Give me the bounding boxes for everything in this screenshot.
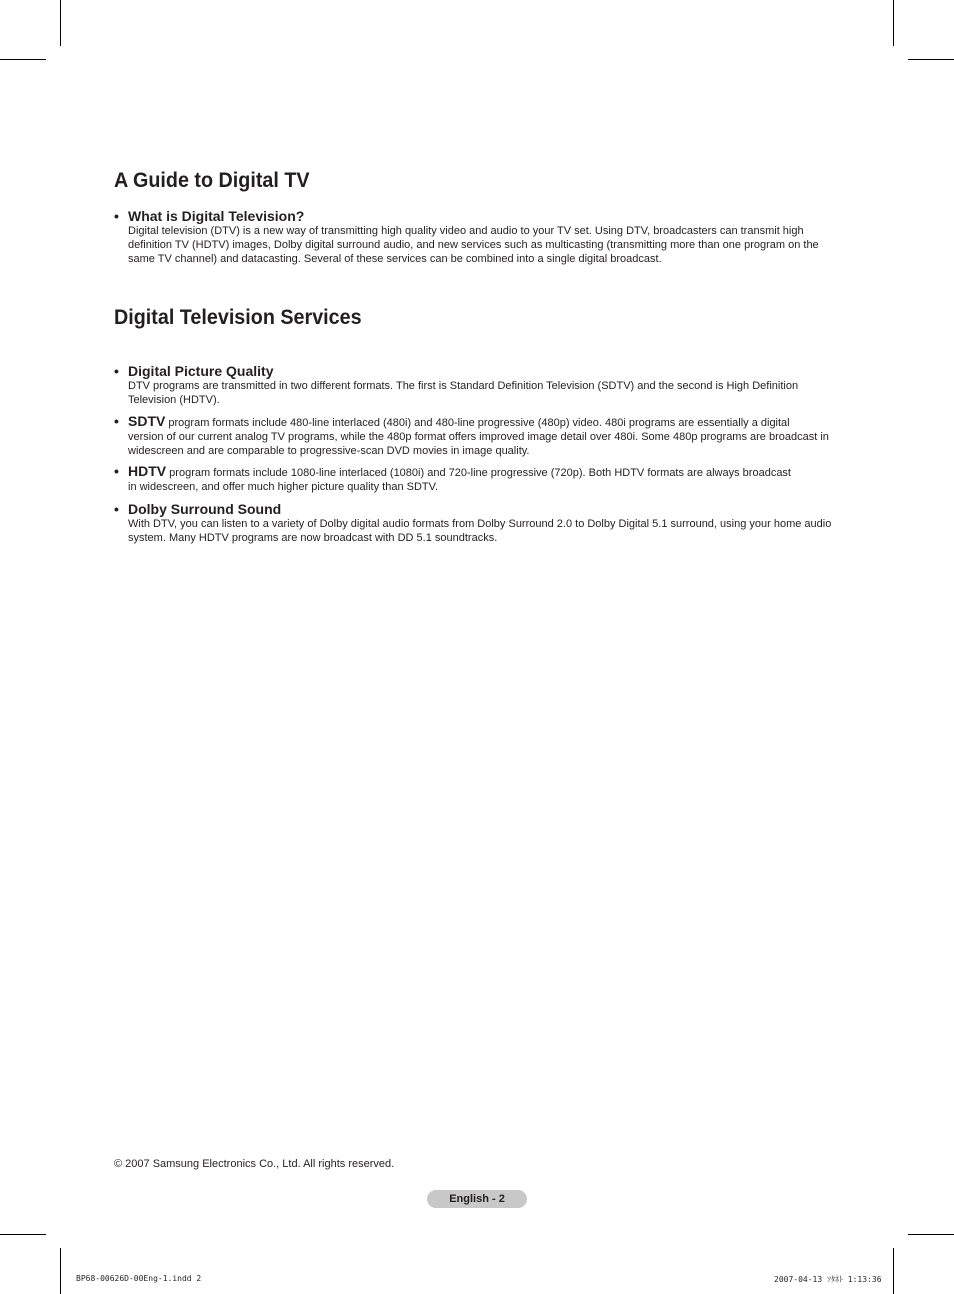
item-lead: SDTV bbox=[128, 413, 166, 429]
slug-file: BP68-00626D-00Eng-1.indd 2 bbox=[76, 1274, 202, 1283]
item-title-text: Digital Picture Quality bbox=[128, 363, 274, 379]
item-title bbox=[114, 208, 844, 224]
bullet: • bbox=[114, 413, 119, 429]
crop-mark bbox=[893, 0, 894, 46]
bullet: • bbox=[114, 363, 119, 379]
crop-mark bbox=[0, 59, 46, 60]
item-title-text: Dolby Surround Sound bbox=[128, 501, 282, 517]
list-item bbox=[114, 208, 844, 266]
copyright-notice: © 2007 Samsung Electronics Co., Ltd. All rights reserved. bbox=[114, 1158, 395, 1170]
item-lead: HDTV bbox=[128, 463, 167, 479]
page-number-badge: English - 2 bbox=[427, 1190, 527, 1208]
item-title bbox=[114, 501, 844, 517]
bullet: • bbox=[114, 501, 119, 517]
crop-mark bbox=[0, 1234, 46, 1235]
item-body: Digital television (DTV) is a new way of transmitting high quality video and audio to your TV set. Using DTV, broadcasters can transmit high definition TV (HDTV) images, Dolby digital surround audio, and new services such as multicasting (transmitting more than one program on the same TV channel) and datacasting. Several of these services can be combined into a single digital broadcast. bbox=[128, 225, 819, 265]
item-title-text: What is Digital Television? bbox=[128, 208, 305, 224]
item-body-rest: version of our current analog TV programs, while the 480p format offers improved image detail over 480i. Some 480p programs are broadcast in widescreen and are comparable to progressive-scan DVD movies in image quality. bbox=[128, 431, 829, 457]
list-item bbox=[114, 363, 844, 407]
item-body: With DTV, you can listen to a variety of Dolby digital audio formats from Dolby Surround 2.0 to Dolby Digital 5.1 surround, using your home audio system. Many HDTV programs are now broadcast with DD 5.1 soundtracks. bbox=[128, 518, 832, 544]
item-title bbox=[114, 363, 844, 379]
slug-timestamp: 2007-04-13 ｿﾀﾈﾄ 1:13:36 bbox=[774, 1275, 882, 1284]
item-body-first: program formats include 1080-line interlaced (1080i) and 720-line progressive (720p). Both HDTV formats are always broadcast bbox=[166, 467, 791, 479]
item-body: DTV programs are transmitted in two different formats. The first is Standard Definition Television (SDTV) and the second is High Definition Television (HDTV). bbox=[128, 380, 799, 406]
crop-mark bbox=[893, 1248, 894, 1294]
page-title: A Guide to Digital TV bbox=[114, 169, 310, 192]
item-body-first: program formats include 480-line interlaced (480i) and 480-line progressive (480p) video. 480i programs are essentially a digital bbox=[165, 417, 790, 429]
crop-mark bbox=[908, 1234, 954, 1235]
section-heading: Digital Television Services bbox=[114, 306, 362, 329]
crop-mark bbox=[908, 59, 954, 60]
bullet: • bbox=[114, 463, 119, 479]
list-item bbox=[114, 414, 844, 458]
crop-mark bbox=[60, 1248, 61, 1294]
crop-mark bbox=[60, 0, 61, 46]
item-body-rest: in widescreen, and offer much higher picture quality than SDTV. bbox=[128, 481, 439, 493]
list-item bbox=[114, 464, 844, 494]
list-item bbox=[114, 501, 844, 545]
bullet: • bbox=[114, 208, 119, 224]
